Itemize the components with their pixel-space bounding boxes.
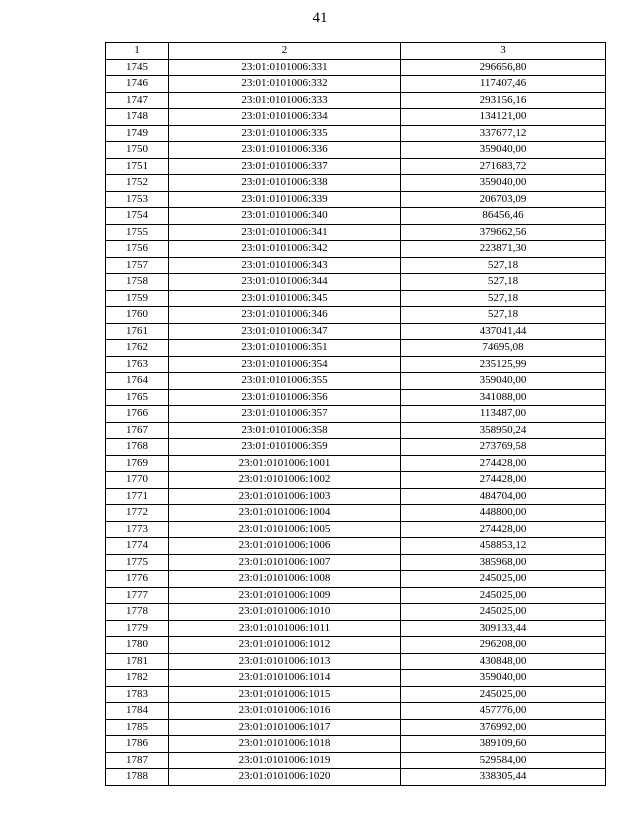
table-row [106,290,606,307]
row-number-cell: 1783 [106,686,169,703]
cadastral-number-cell: 23:01:0101006:1019 [169,752,401,769]
table-row [106,736,606,753]
table-row [106,455,606,472]
value-cell: 245025,00 [401,686,606,703]
value-cell: 271683,72 [401,158,606,175]
table-row [106,241,606,258]
table-row [106,422,606,439]
table-row [106,92,606,109]
value-cell: 134121,00 [401,109,606,126]
cadastral-number-cell: 23:01:0101006:340 [169,208,401,225]
row-number-cell: 1762 [106,340,169,357]
cadastral-number-cell: 23:01:0101006:357 [169,406,401,423]
value-cell: 358950,24 [401,422,606,439]
cadastral-number-cell: 23:01:0101006:356 [169,389,401,406]
column-header: 3 [401,43,606,60]
cadastral-number-cell: 23:01:0101006:1013 [169,653,401,670]
row-number-cell: 1765 [106,389,169,406]
table-row [106,125,606,142]
value-cell: 437041,44 [401,323,606,340]
cadastral-number-cell: 23:01:0101006:1011 [169,620,401,637]
row-number-cell: 1756 [106,241,169,258]
table-row [106,389,606,406]
value-cell: 273769,58 [401,439,606,456]
value-cell: 529584,00 [401,752,606,769]
cadastral-number-cell: 23:01:0101006:343 [169,257,401,274]
value-cell: 274428,00 [401,472,606,489]
value-cell: 359040,00 [401,373,606,390]
value-cell: 206703,09 [401,191,606,208]
cadastral-number-cell: 23:01:0101006:1003 [169,488,401,505]
table-row [106,439,606,456]
value-cell: 74695,08 [401,340,606,357]
table-row [106,571,606,588]
value-cell: 338305,44 [401,769,606,786]
value-cell: 113487,00 [401,406,606,423]
table-row [106,59,606,76]
page-number: 41 [312,10,328,26]
row-number-cell: 1759 [106,290,169,307]
cadastral-number-cell: 23:01:0101006:1015 [169,686,401,703]
table-row [106,406,606,423]
value-cell: 245025,00 [401,571,606,588]
cadastral-number-cell: 23:01:0101006:1006 [169,538,401,555]
row-number-cell: 1771 [106,488,169,505]
value-cell: 359040,00 [401,670,606,687]
row-number-cell: 1770 [106,472,169,489]
row-number-cell: 1779 [106,620,169,637]
value-cell: 385968,00 [401,554,606,571]
row-number-cell: 1787 [106,752,169,769]
value-cell: 359040,00 [401,175,606,192]
value-cell: 293156,16 [401,92,606,109]
cadastral-number-cell: 23:01:0101006:1005 [169,521,401,538]
table-row [106,356,606,373]
table-row [106,224,606,241]
value-cell: 379662,56 [401,224,606,241]
cadastral-number-cell: 23:01:0101006:359 [169,439,401,456]
cadastral-number-cell: 23:01:0101006:1017 [169,719,401,736]
row-number-cell: 1763 [106,356,169,373]
value-cell: 296656,80 [401,59,606,76]
value-cell: 86456,46 [401,208,606,225]
value-cell: 274428,00 [401,521,606,538]
row-number-cell: 1748 [106,109,169,126]
row-number-cell: 1754 [106,208,169,225]
cadastral-number-cell: 23:01:0101006:358 [169,422,401,439]
table-row [106,653,606,670]
cadastral-number-cell: 23:01:0101006:338 [169,175,401,192]
table-row [106,142,606,159]
cadastral-number-cell: 23:01:0101006:355 [169,373,401,390]
cadastral-number-cell: 23:01:0101006:341 [169,224,401,241]
value-cell: 527,18 [401,307,606,324]
cadastral-number-cell: 23:01:0101006:351 [169,340,401,357]
cadastral-number-cell: 23:01:0101006:1016 [169,703,401,720]
row-number-cell: 1751 [106,158,169,175]
table-row [106,604,606,621]
value-cell: 448800,00 [401,505,606,522]
row-number-cell: 1746 [106,76,169,93]
value-cell: 389109,60 [401,736,606,753]
row-number-cell: 1760 [106,307,169,324]
cadastral-number-cell: 23:01:0101006:1004 [169,505,401,522]
cadastral-number-cell: 23:01:0101006:331 [169,59,401,76]
row-number-cell: 1774 [106,538,169,555]
value-cell: 337677,12 [401,125,606,142]
value-cell: 484704,00 [401,488,606,505]
table-row [106,257,606,274]
table-row [106,323,606,340]
table-row [106,340,606,357]
table-row [106,637,606,654]
row-number-cell: 1777 [106,587,169,604]
value-cell: 341088,00 [401,389,606,406]
table-row [106,587,606,604]
row-number-cell: 1785 [106,719,169,736]
value-cell: 245025,00 [401,604,606,621]
table-row [106,538,606,555]
cadastral-number-cell: 23:01:0101006:1012 [169,637,401,654]
table-row [106,769,606,786]
cadastral-number-cell: 23:01:0101006:345 [169,290,401,307]
table-row [106,208,606,225]
cadastral-number-cell: 23:01:0101006:347 [169,323,401,340]
row-number-cell: 1766 [106,406,169,423]
cadastral-number-cell: 23:01:0101006:337 [169,158,401,175]
row-number-cell: 1776 [106,571,169,588]
value-cell: 430848,00 [401,653,606,670]
value-cell: 223871,30 [401,241,606,258]
row-number-cell: 1747 [106,92,169,109]
column-header: 2 [169,43,401,60]
row-number-cell: 1772 [106,505,169,522]
cadastral-number-cell: 23:01:0101006:354 [169,356,401,373]
table-row [106,670,606,687]
row-number-cell: 1757 [106,257,169,274]
row-number-cell: 1755 [106,224,169,241]
value-cell: 117407,46 [401,76,606,93]
cadastral-number-cell: 23:01:0101006:1008 [169,571,401,588]
value-cell: 458853,12 [401,538,606,555]
table-row [106,307,606,324]
cadastral-number-cell: 23:01:0101006:342 [169,241,401,258]
table-row [106,373,606,390]
row-number-cell: 1769 [106,455,169,472]
row-number-cell: 1749 [106,125,169,142]
table-row [106,703,606,720]
row-number-cell: 1758 [106,274,169,291]
cadastral-number-cell: 23:01:0101006:344 [169,274,401,291]
value-cell: 457776,00 [401,703,606,720]
table-row [106,554,606,571]
row-number-cell: 1753 [106,191,169,208]
value-cell: 376992,00 [401,719,606,736]
value-cell: 309133,44 [401,620,606,637]
row-number-cell: 1782 [106,670,169,687]
table-row [106,274,606,291]
row-number-cell: 1750 [106,142,169,159]
cadastral-number-cell: 23:01:0101006:1020 [169,769,401,786]
row-number-cell: 1778 [106,604,169,621]
table-row [106,158,606,175]
row-number-cell: 1781 [106,653,169,670]
column-header: 1 [106,43,169,60]
value-cell: 527,18 [401,274,606,291]
row-number-cell: 1775 [106,554,169,571]
table-row [106,76,606,93]
cadastral-number-cell: 23:01:0101006:1007 [169,554,401,571]
cadastral-number-cell: 23:01:0101006:1001 [169,455,401,472]
cadastral-number-cell: 23:01:0101006:334 [169,109,401,126]
table-row [106,521,606,538]
cadastral-number-cell: 23:01:0101006:1014 [169,670,401,687]
value-cell: 274428,00 [401,455,606,472]
cadastral-number-cell: 23:01:0101006:332 [169,76,401,93]
row-number-cell: 1745 [106,59,169,76]
table-row [106,620,606,637]
cadastral-number-cell: 23:01:0101006:1010 [169,604,401,621]
row-number-cell: 1752 [106,175,169,192]
table-row [106,752,606,769]
table-row [106,719,606,736]
value-cell: 235125,99 [401,356,606,373]
row-number-cell: 1761 [106,323,169,340]
table-row [106,686,606,703]
table-row [106,488,606,505]
table-body [106,59,606,785]
cadastral-number-cell: 23:01:0101006:1009 [169,587,401,604]
cadastral-number-cell: 23:01:0101006:339 [169,191,401,208]
row-number-cell: 1768 [106,439,169,456]
row-number-cell: 1788 [106,769,169,786]
value-cell: 527,18 [401,290,606,307]
cadastral-number-cell: 23:01:0101006:335 [169,125,401,142]
row-number-cell: 1784 [106,703,169,720]
table-row [106,175,606,192]
cadastral-number-cell: 23:01:0101006:1018 [169,736,401,753]
row-number-cell: 1780 [106,637,169,654]
cadastral-number-cell: 23:01:0101006:1002 [169,472,401,489]
row-number-cell: 1764 [106,373,169,390]
cadastral-number-cell: 23:01:0101006:336 [169,142,401,159]
table-row [106,109,606,126]
cadastral-number-cell: 23:01:0101006:346 [169,307,401,324]
row-number-cell: 1786 [106,736,169,753]
value-cell: 359040,00 [401,142,606,159]
row-number-cell: 1773 [106,521,169,538]
cadastral-number-cell: 23:01:0101006:333 [169,92,401,109]
table-row [106,505,606,522]
value-cell: 296208,00 [401,637,606,654]
table-row [106,191,606,208]
value-cell: 527,18 [401,257,606,274]
table-row [106,472,606,489]
value-cell: 245025,00 [401,587,606,604]
data-table [105,42,606,786]
table-header-row [106,43,606,60]
row-number-cell: 1767 [106,422,169,439]
